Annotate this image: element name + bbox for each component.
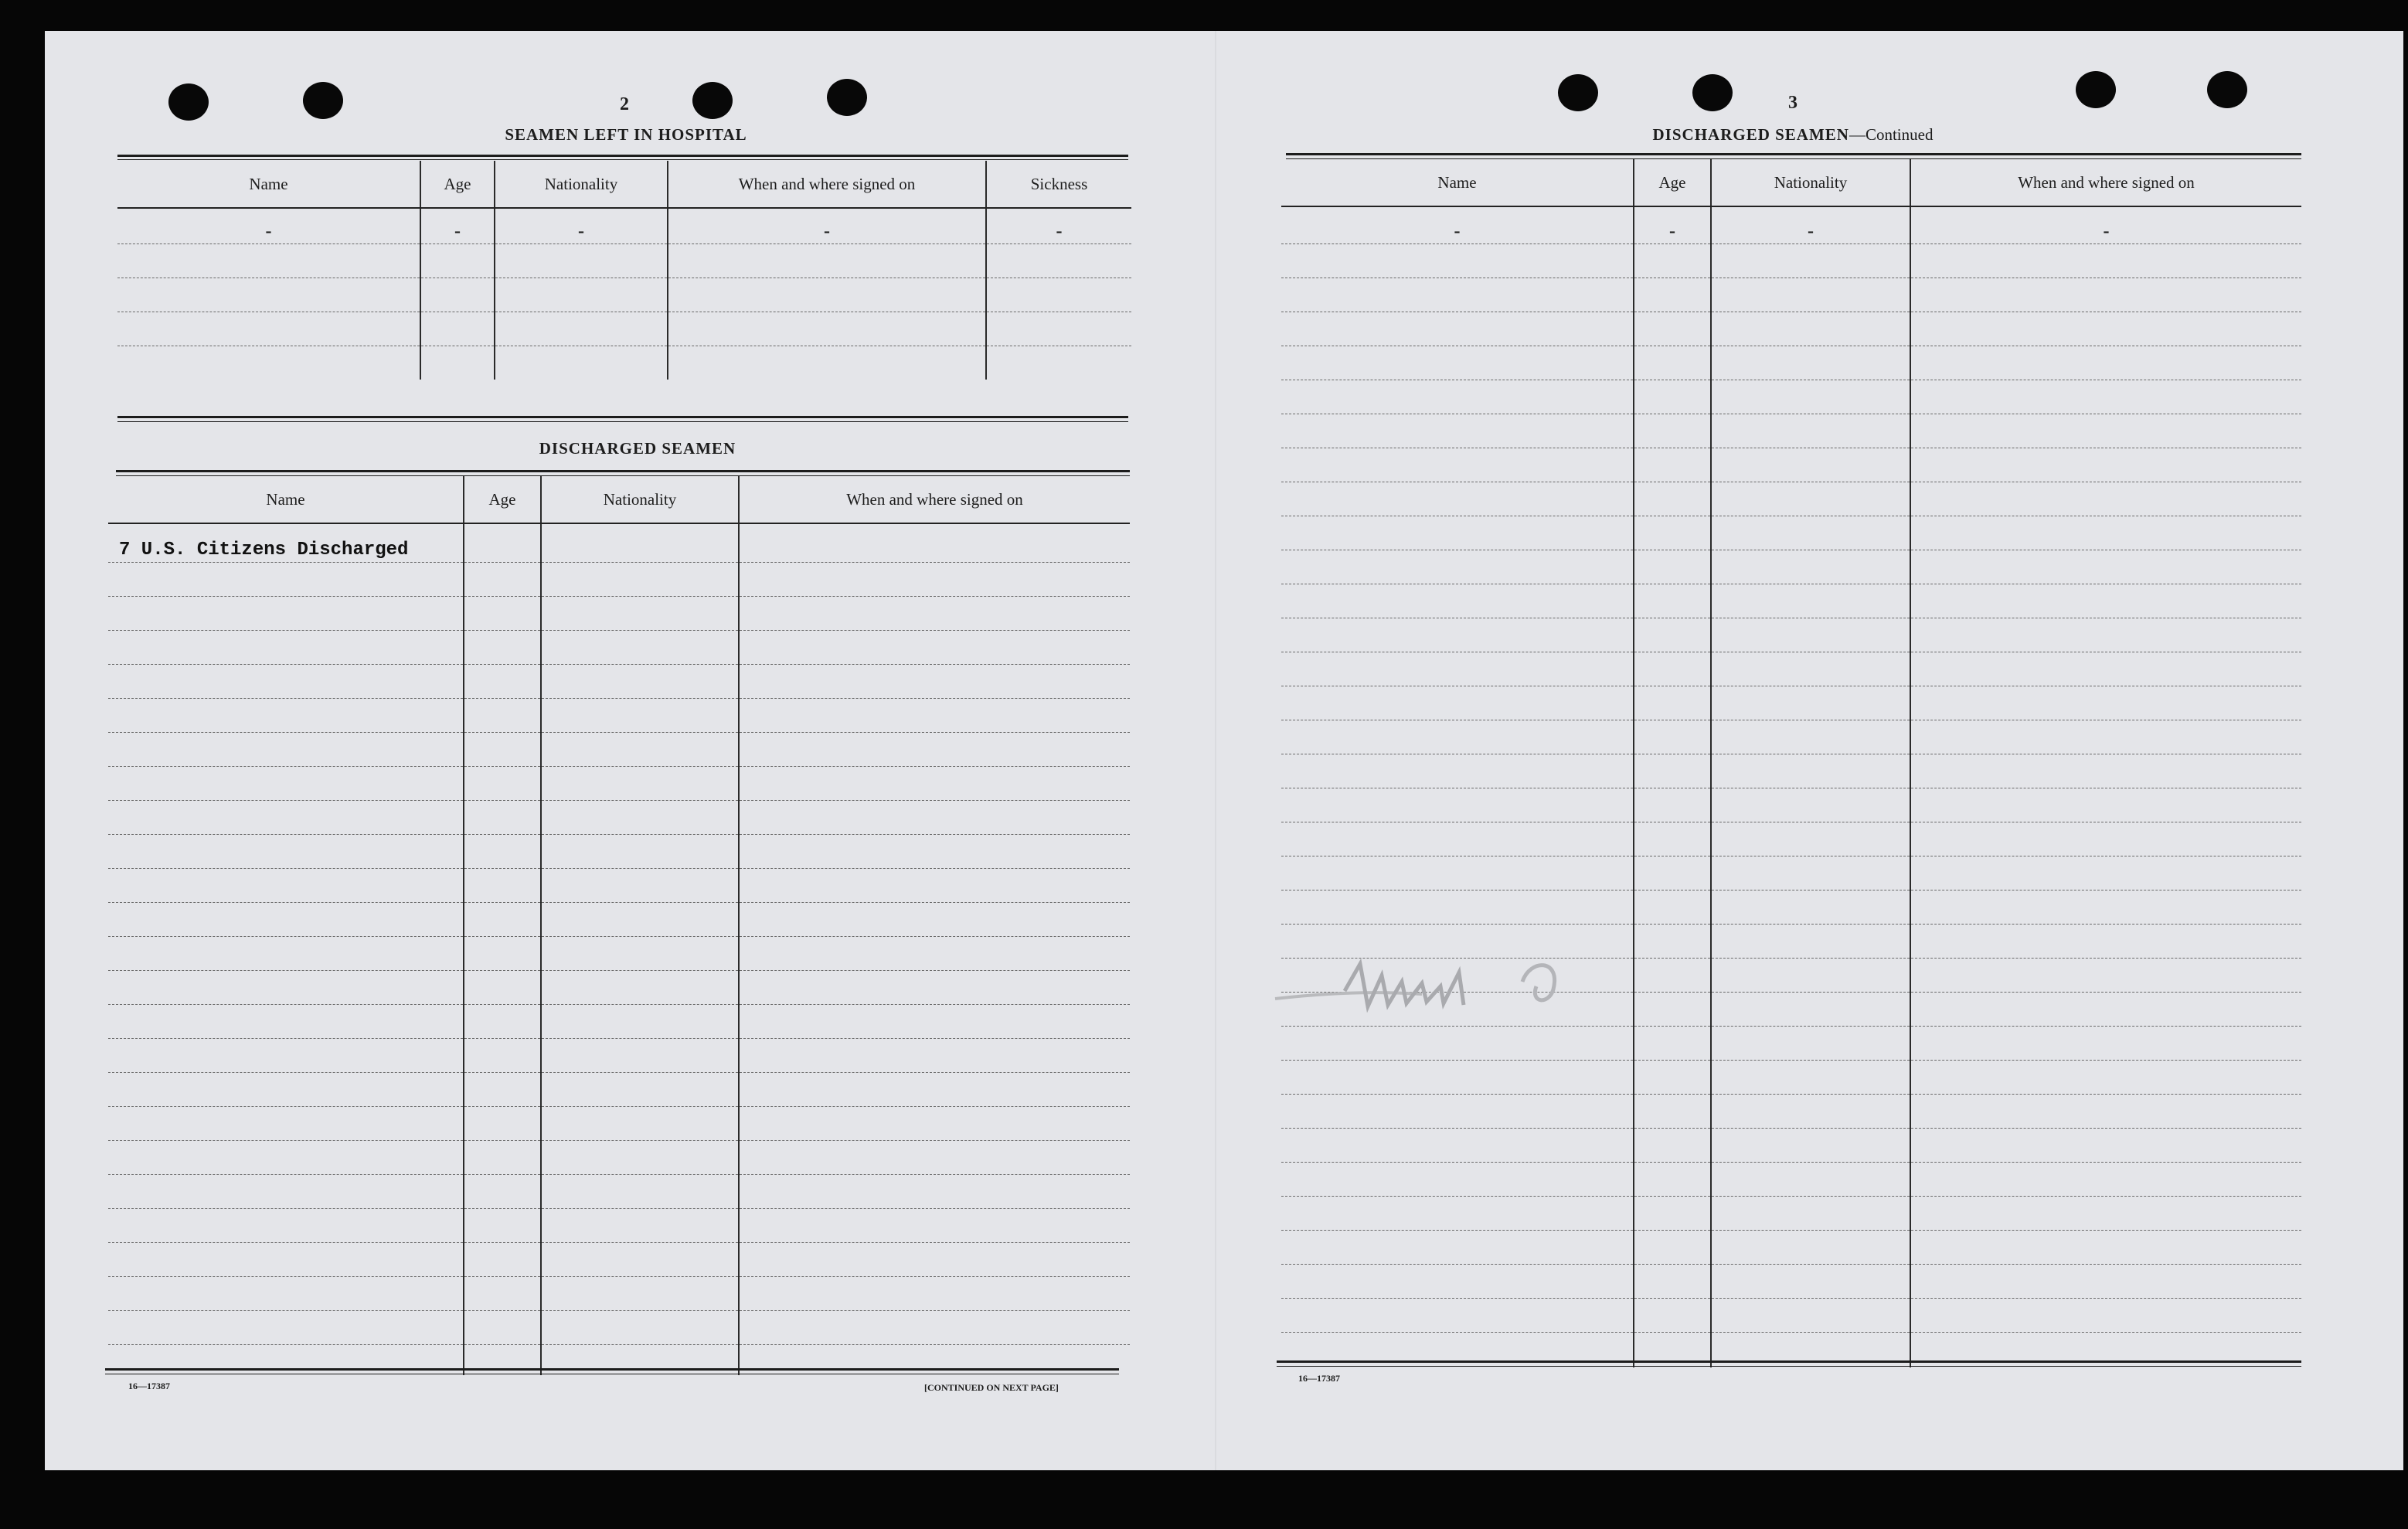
col-header-age: Age xyxy=(1634,159,1711,206)
table-row xyxy=(1281,1264,2301,1298)
table-row xyxy=(1281,346,2301,380)
discharged-entry: 7 U.S. Citizens Discharged xyxy=(119,539,409,560)
table-row xyxy=(117,346,1131,380)
blank-mark: - xyxy=(2103,220,2110,241)
hospital-bottom-rule-thin xyxy=(117,421,1128,422)
blank-mark: - xyxy=(578,220,584,241)
table-row xyxy=(108,834,1130,868)
table-row xyxy=(108,1174,1130,1208)
table-row xyxy=(108,1276,1130,1310)
hospital-top-rule xyxy=(117,155,1128,157)
discharged-top-rule xyxy=(116,470,1130,472)
discharged-header-row xyxy=(108,476,1130,523)
table-row xyxy=(1281,1094,2301,1128)
right-top-rule xyxy=(1286,153,2301,155)
discharged-continued-header-row xyxy=(1281,159,2301,206)
blank-mark: - xyxy=(1454,220,1461,241)
form-number-right: 16—17387 xyxy=(1298,1373,1340,1384)
table-row xyxy=(1281,754,2301,788)
hospital-section-title: SEAMEN LEFT IN HOSPITAL xyxy=(505,125,747,144)
table-row xyxy=(108,970,1130,1004)
punch-hole xyxy=(2076,71,2116,108)
hospital-bottom-rule xyxy=(117,416,1128,418)
hospital-table xyxy=(117,161,1131,380)
title-continued: —Continued xyxy=(1849,125,1934,144)
table-row xyxy=(1281,278,2301,312)
col-header-nationality: Nationality xyxy=(495,161,668,208)
table-row xyxy=(1281,206,2301,243)
table-row xyxy=(1281,1060,2301,1094)
discharged-continued-table xyxy=(1281,159,2301,1367)
table-row xyxy=(108,1242,1130,1276)
hospital-header-row xyxy=(117,161,1131,208)
table-row xyxy=(108,596,1130,630)
table-row xyxy=(108,1140,1130,1174)
punch-hole xyxy=(692,82,733,119)
right-bottom-rule-thin xyxy=(1277,1366,2301,1367)
hospital-top-rule-thin xyxy=(117,159,1128,160)
table-row xyxy=(108,1004,1130,1038)
col-header-nationality: Nationality xyxy=(1711,159,1910,206)
table-row xyxy=(117,312,1131,346)
table-row xyxy=(108,732,1130,766)
form-number-left: 16—17387 xyxy=(128,1381,170,1391)
table-row xyxy=(108,1310,1130,1344)
table-row xyxy=(1281,1196,2301,1230)
col-header-sickness: Sickness xyxy=(986,161,1131,208)
table-row xyxy=(1281,482,2301,516)
discharged-bottom-rule xyxy=(105,1368,1119,1371)
table-row xyxy=(1281,652,2301,686)
table-row xyxy=(108,800,1130,834)
right-bottom-rule xyxy=(1277,1360,2301,1363)
blank-mark: - xyxy=(265,220,272,241)
table-row xyxy=(1281,720,2301,754)
table-row xyxy=(108,1344,1130,1375)
title-main: DISCHARGED SEAMEN xyxy=(1652,125,1849,144)
table-row xyxy=(1281,686,2301,720)
blank-mark: - xyxy=(1669,220,1675,241)
table-row xyxy=(108,766,1130,800)
table-row xyxy=(1281,584,2301,618)
table-row xyxy=(1281,312,2301,346)
table-row xyxy=(1281,618,2301,652)
table-row xyxy=(1281,516,2301,550)
blank-mark: - xyxy=(824,220,830,241)
table-row xyxy=(108,630,1130,664)
col-header-nationality: Nationality xyxy=(541,476,739,523)
table-row xyxy=(108,1208,1130,1242)
table-row xyxy=(108,936,1130,970)
table-row xyxy=(108,698,1130,732)
punch-hole xyxy=(2207,71,2247,108)
table-row xyxy=(1281,1026,2301,1060)
table-row xyxy=(108,1072,1130,1106)
discharged-continued-title xyxy=(1584,125,2002,145)
table-row xyxy=(108,1106,1130,1140)
discharged-table xyxy=(108,476,1130,1375)
table-row xyxy=(108,868,1130,902)
table-row xyxy=(1281,788,2301,822)
table-row xyxy=(1281,448,2301,482)
col-header-age: Age xyxy=(464,476,541,523)
table-row xyxy=(108,1038,1130,1072)
table-row xyxy=(1281,890,2301,924)
table-row xyxy=(1281,1230,2301,1264)
table-row xyxy=(1281,1298,2301,1332)
punch-hole xyxy=(1692,74,1733,111)
table-row xyxy=(117,243,1131,278)
faint-stamp-mark xyxy=(1267,945,1685,1030)
table-row xyxy=(108,523,1130,562)
blank-mark: - xyxy=(454,220,461,241)
page-number-right: 3 xyxy=(1788,93,1797,113)
table-row xyxy=(1281,243,2301,278)
col-header-signed-on: When and where signed on xyxy=(739,476,1130,523)
col-header-signed-on: When and where signed on xyxy=(1910,159,2301,206)
blank-mark: - xyxy=(1056,220,1063,241)
table-row xyxy=(117,208,1131,243)
punch-hole xyxy=(1558,74,1598,111)
table-row xyxy=(1281,1128,2301,1162)
col-header-name: Name xyxy=(1281,159,1634,206)
table-row xyxy=(117,278,1131,312)
table-row xyxy=(1281,380,2301,414)
col-header-age: Age xyxy=(420,161,495,208)
table-row xyxy=(108,562,1130,596)
continued-note: [CONTINUED ON NEXT PAGE] xyxy=(924,1382,1059,1393)
punch-hole xyxy=(303,82,343,119)
table-row xyxy=(1281,822,2301,856)
table-row xyxy=(1281,550,2301,584)
center-fold xyxy=(1215,31,1216,1470)
col-header-name: Name xyxy=(117,161,420,208)
col-header-name: Name xyxy=(108,476,464,523)
punch-hole xyxy=(168,83,209,121)
table-row xyxy=(1281,1162,2301,1196)
table-row xyxy=(1281,414,2301,448)
blank-mark: - xyxy=(1808,220,1814,241)
discharged-section-title: DISCHARGED SEAMEN xyxy=(539,439,736,458)
table-row xyxy=(108,664,1130,698)
table-row xyxy=(108,902,1130,936)
punch-hole xyxy=(827,79,867,116)
table-row xyxy=(1281,856,2301,890)
col-header-signed-on: When and where signed on xyxy=(668,161,986,208)
page-number-left: 2 xyxy=(620,94,629,114)
